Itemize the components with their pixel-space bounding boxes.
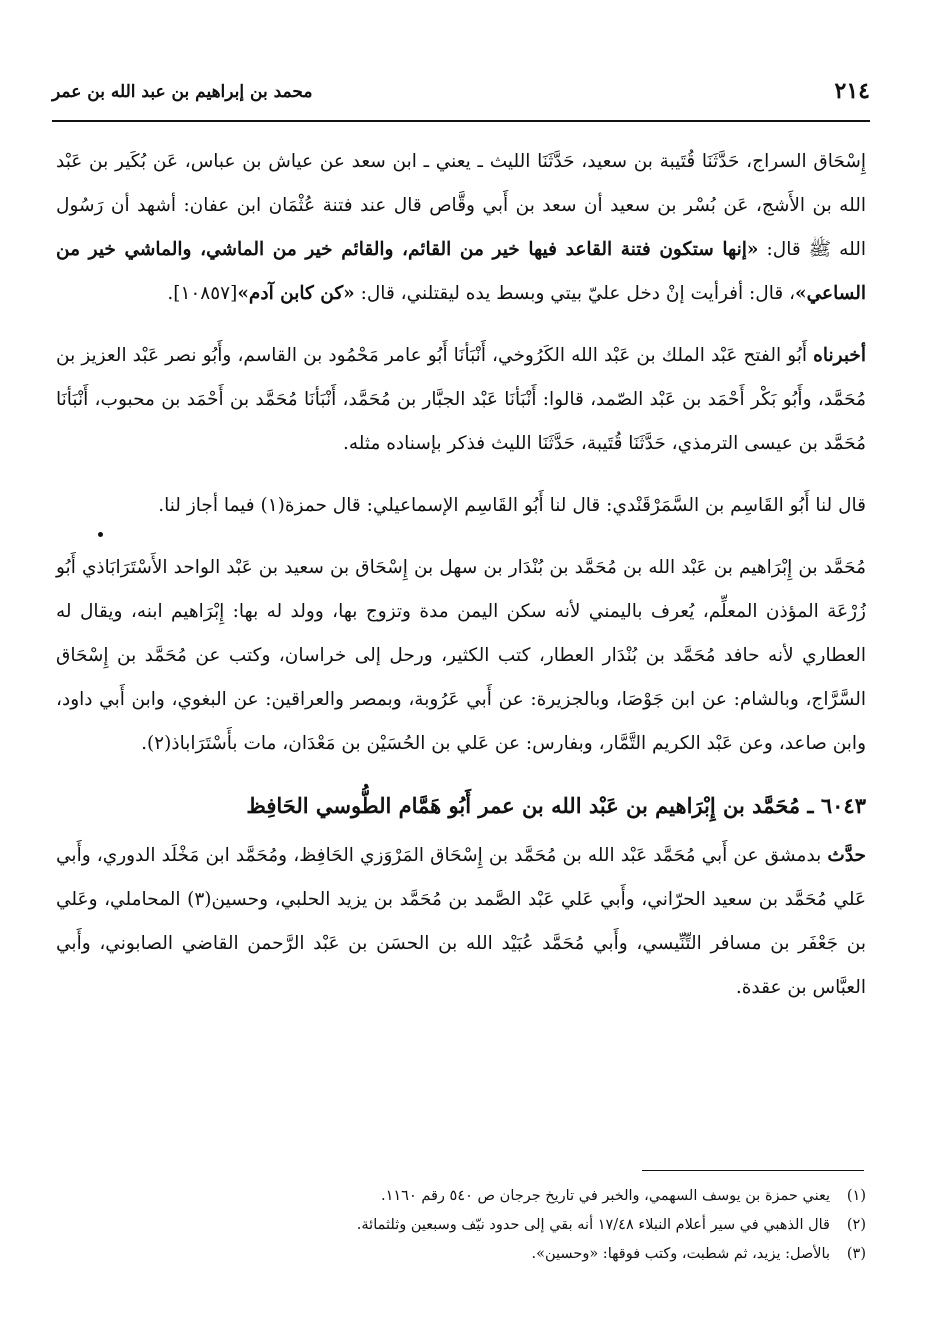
paragraph-text: ، قال: أفرأيت إنْ دخل عليّ بيتي وبسط يده ليقتلني، قال: [354, 283, 796, 304]
paragraph-text: بدمشق عن أَبي مُحَمَّد عَبْد الله بن مُحَمَّد بن إِسْحَاق المَرْوَزي الحَافِظ، ومُحَمَّد ابن مَخْلَد الدوري، وأَبي عَلي مُحَمَّد بن سعيد الحرّاني، وأَبي عَلي عَبْد الصَّمد بن مُحَمَّد بن يزيد الحلبي، وحسين(٣) المحاملي، وعَلي بن جَعْفَر بن مسافر التِّنِّيسي، وأَبي مُحَمَّد عُبَيْد الله بن الحسَن بن عَبْد الرَّحمن القاضي الصابوني، وأَبي العبَّاس بن عقدة. [56, 845, 866, 998]
paragraph-text: مُحَمَّد بن إِبْرَاهيم بن عَبْد الله بن مُحَمَّد بن بُنْدَار بن سهل بن إِسْحَاق بن سعيد بن عَبْد الواحد الأَسْتَرَابَاذي أَبُو زُرْعَة المؤذن المعلِّم، يُعرف باليمني لأنه سكن اليمن مدة وتزوج بها، وولد له بها: إِبْرَاهيم ابنه، ويقال له العطاري لأنه حافد مُحَمَّد بن بُنْدَار العطار، كتب الكثير، ورحل إلى خراسان، وكتب عن مُحَمَّد بن إِسْحَاق السَّرَّاج، وبالشام: عن ابن جَوْصَا، وبالجزيرة: عن أَبي عَرُوبة، وبمصر والعراقين: عن البغوي، وابن أَبي داود، وابن صاعد، وعن عَبْد الكريم التَّمَّار، وبفارس: عن عَلي بن الحُسَيْن بن مَعْدَان، مات بأَسْتَرَاباذ(٢). [56, 557, 866, 754]
quoted-hadith: «كن كابن آدم» [237, 283, 355, 304]
lead-word: حدَّث [827, 845, 866, 866]
page-header [52, 72, 870, 122]
paragraph-text: أَبُو الفتح عَبْد الملك بن عَبْد الله الكَرُوخي، أَنْبَأنَا أَبُو عامر مَحْمُود بن القاسم، وأَبُو نصر عَبْد العزيز بن مُحَمَّد، وأَبُو بَكْر أَحْمَد بن عَبْد الصّمد، قالوا: أَنْبَأنَا عَبْد الجبَّار بن مُحَمَّد، أَنْبَأنَا مُحَمَّد بن أَحْمَد بن محبوب، أَنْبَأنَا مُحَمَّد بن عيسى الترمذي، حَدَّثَنَا قُتَيبة، حَدَّثَنَا الليث فذكر بإسناده مثله. [56, 345, 866, 454]
footnote-number: (٣) [846, 1246, 866, 1262]
quoted-hadith: «إنها ستكون فتنة القاعد فيها خير من القائم، والقائم خير من الماشي، والماشي خير من الساعي» [56, 239, 866, 304]
footnote-text: بالأصل: يزيد، ثم شطبت، وكتب فوقها: «وحسين». [531, 1246, 830, 1262]
paragraph-source [56, 484, 866, 528]
footnote [260, 1182, 866, 1211]
footnote [260, 1240, 866, 1269]
footnote-number: (٢) [846, 1217, 866, 1233]
footnote [260, 1211, 866, 1240]
paragraph-chain [56, 334, 866, 466]
lead-word: أخبرناه [813, 345, 866, 366]
footnote-divider [642, 1170, 864, 1171]
paragraph-text: قال لنا أَبُو القَاسِم بن السَّمَرْقَنْدي: قال لنا أَبُو القَاسِم الإسماعيلي: قال حمزة(١) فيما أجاز لنا. [158, 495, 866, 516]
footnotes [260, 1182, 866, 1269]
paragraph-text: إِسْحَاق السراج، حَدَّثَنَا قُتَيبة بن سعيد، حَدَّثَنَا الليث ـ يعني ـ ابن سعد عن عياش بن عباس، عَن بُكَير بن عَبْد الله بن الأَشج، عَن بُسْر بن سعيد أن سعد بن أَبي وقَّاص قال عند فتنة عُثْمَان ابن عفان: أشهد أن رَسُول الله ﷺ قال: [56, 151, 866, 260]
paragraph-biography [56, 546, 866, 766]
footnote-number: (١) [846, 1188, 866, 1204]
footnote-text: يعني حمزة بن يوسف السهمي، والخبر في تاريخ جرجان ص ٥٤٠ رقم ١١٦٠. [380, 1188, 830, 1204]
entry-heading: ٦٠٤٣ ـ مُحَمَّد بن إِبْرَاهيم بن عَبْد الله بن عمر أَبُو هَمَّام الطُّوسي الحَافِظ [246, 793, 866, 818]
ink-dot [98, 532, 103, 537]
footnote-text: قال الذهبي في سير أعلام النبلاء ١٧/٤٨ أنه بقي إلى حدود نيّف وسبعين وثلثمائة. [356, 1217, 830, 1233]
running-title: محمد بن إبراهيم بن عبد الله بن عمر [52, 82, 313, 102]
page-body [56, 140, 866, 1028]
hadith-number: [١٠٨٥٧]. [167, 283, 238, 304]
paragraph-entry [56, 834, 866, 1010]
page-number: ٢١٤ [834, 78, 870, 104]
paragraph-hadith [56, 140, 866, 316]
